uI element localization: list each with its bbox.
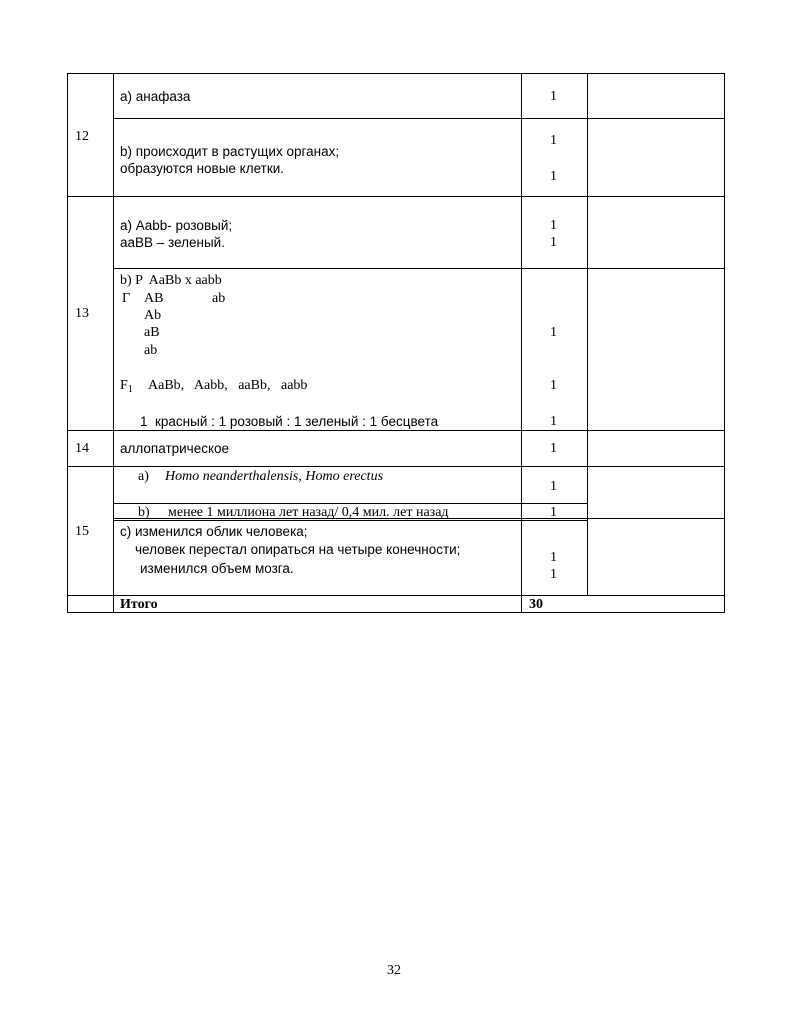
row-divider xyxy=(67,196,725,197)
species-list: Homo neanderthalensis, Homo erectus xyxy=(165,469,384,484)
answer-text: человек перестал опираться на четыре конечности; xyxy=(135,542,461,557)
row-divider xyxy=(67,430,725,431)
gamete: ab xyxy=(212,291,226,306)
table-border xyxy=(724,73,725,613)
column-divider xyxy=(587,73,588,596)
column-divider xyxy=(521,73,522,613)
gamete: aB xyxy=(144,325,160,340)
score-value: 1 xyxy=(550,414,557,429)
score-value: 1 xyxy=(550,235,557,250)
f1-genotypes: AaBb, Aabb, aaBb, aabb xyxy=(148,378,308,393)
answer-text: образуются новые клетки. xyxy=(120,161,285,176)
column-divider xyxy=(113,73,114,613)
answer-text: а) анафаза xyxy=(120,89,191,104)
question-number: 12 xyxy=(75,129,89,144)
answer-text: aaBB – зеленый. xyxy=(120,235,225,250)
score-value: 1 xyxy=(550,567,557,582)
question-number: 14 xyxy=(75,441,89,456)
score-value: 1 xyxy=(550,169,557,184)
score-value: 1 xyxy=(550,133,557,148)
gametes-label: Г xyxy=(122,291,131,306)
answer-label: а) xyxy=(138,469,149,484)
question-number: 13 xyxy=(75,306,89,321)
score-value: 1 xyxy=(550,325,557,340)
score-value: 1 xyxy=(550,441,557,456)
f1-label: $F_1$ xyxy=(120,378,133,395)
answer-text: с) изменился облик человека; xyxy=(120,524,308,539)
row-divider xyxy=(67,595,725,596)
answer-text: менее 1 миллиона лет назад/ 0,4 мил. лет назад xyxy=(168,505,449,520)
cross-parents: b) P AaBb x aabb xyxy=(120,273,222,288)
answer-text: изменился объем мозга. xyxy=(140,561,294,576)
row-divider xyxy=(113,268,725,269)
score-value: 1 xyxy=(550,218,557,233)
answer-label: b) xyxy=(138,505,150,520)
table-border xyxy=(67,612,725,613)
table-border xyxy=(67,73,725,74)
question-number: 15 xyxy=(75,524,89,539)
gamete: ab xyxy=(144,343,158,358)
score-value: 1 xyxy=(550,89,557,104)
score-value: 1 xyxy=(550,378,557,393)
total-value: 30 xyxy=(529,597,543,612)
answer-text: b) происходит в растущих органах; xyxy=(120,144,340,159)
table-border xyxy=(67,73,68,613)
gamete: Ab xyxy=(144,308,162,323)
gamete: AB xyxy=(144,291,164,306)
row-divider xyxy=(113,118,725,119)
score-value: 1 xyxy=(550,479,557,494)
answer-text: аллопатрическое xyxy=(120,441,230,456)
score-value: 1 xyxy=(550,550,557,565)
answer-text: а) Aabb- розовый; xyxy=(120,218,233,233)
page-number: 32 xyxy=(387,963,401,978)
row-divider xyxy=(67,466,725,467)
score-value: 1 xyxy=(550,505,557,520)
total-label: Итого xyxy=(120,597,158,612)
phenotype-ratio: 1 красный : 1 розовый : 1 зеленый : 1 бесцвета xyxy=(140,414,439,429)
